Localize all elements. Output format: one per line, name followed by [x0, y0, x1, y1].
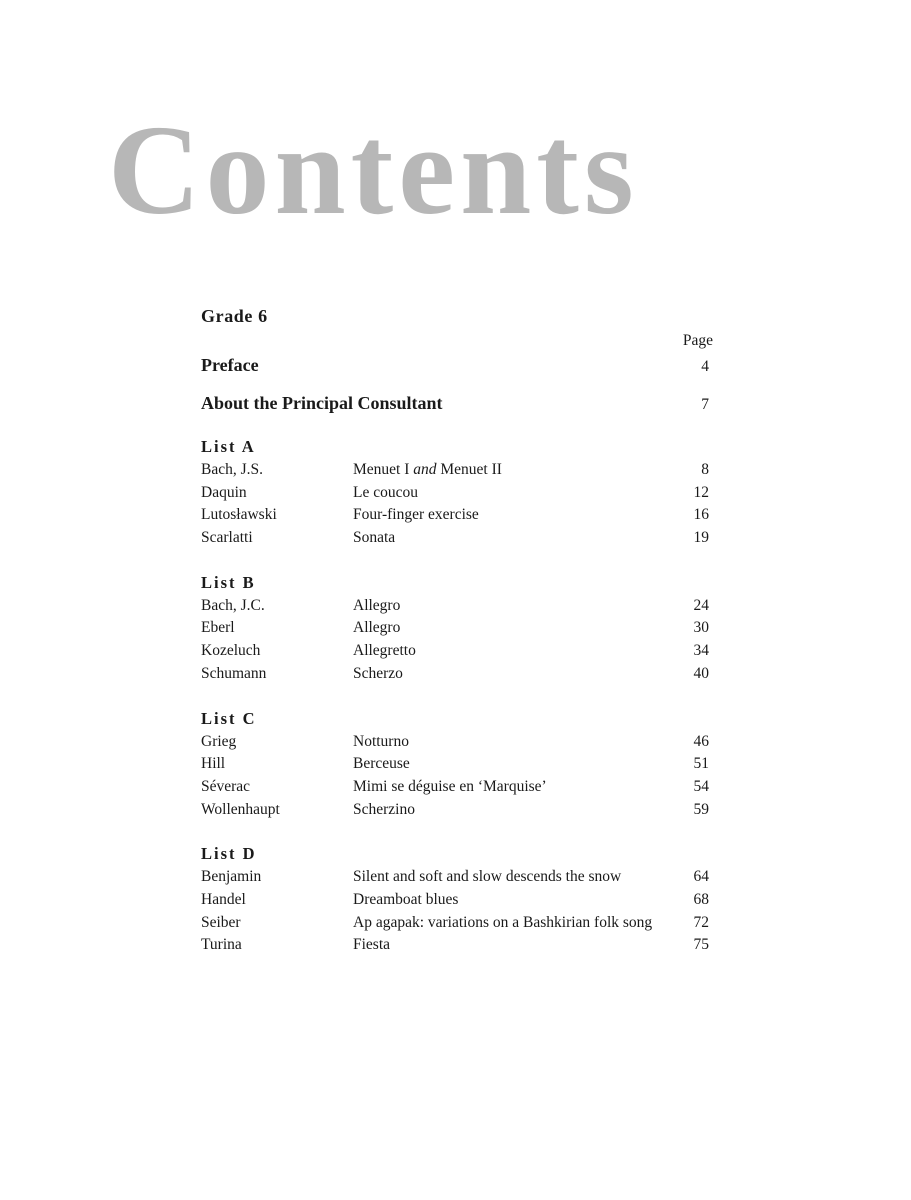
toc-entry[interactable]	[201, 459, 713, 482]
composer-name: Scarlatti	[201, 529, 253, 547]
entry-page-number: 7	[701, 396, 709, 413]
piece-title: Allegretto	[353, 642, 416, 660]
entry-page-number: 54	[693, 777, 709, 795]
toc-entry[interactable]	[201, 753, 713, 776]
composer-name: Daquin	[201, 483, 247, 501]
piece-title: Scherzino	[353, 800, 415, 818]
entry-page-number: 40	[693, 664, 709, 682]
composer-name: Handel	[201, 890, 246, 908]
composer-name: Bach, J.C.	[201, 596, 265, 614]
toc-entry[interactable]	[201, 934, 713, 957]
list-heading: List C	[201, 708, 257, 728]
list-heading: List B	[201, 572, 256, 592]
grade-heading: Grade 6	[201, 306, 268, 326]
composer-name: Eberl	[201, 619, 235, 637]
entry-page-number: 59	[693, 800, 709, 818]
toc-entry[interactable]	[201, 504, 713, 527]
page-column-label: Page	[682, 332, 713, 349]
composer-name: Lutosławski	[201, 506, 277, 524]
toc-entry[interactable]	[201, 640, 713, 663]
piece-title: Silent and soft and slow descends the snow	[353, 868, 622, 886]
entry-page-number: 46	[693, 732, 709, 750]
toc-entry[interactable]	[201, 866, 713, 889]
entry-page-number: 34	[693, 642, 709, 660]
list-d-section	[201, 842, 713, 957]
toc-entry-about-consultant[interactable]	[201, 384, 713, 422]
list-b-section	[201, 571, 713, 686]
toc-entry-preface[interactable]	[201, 346, 713, 384]
piece-title: Sonata	[353, 529, 396, 547]
list-a-section	[201, 435, 713, 550]
composer-name: Seiber	[201, 913, 241, 931]
composer-name: Séverac	[201, 777, 251, 795]
piece-title: Menuet I and Menuet II	[353, 461, 502, 478]
toc-entry[interactable]	[201, 799, 713, 822]
toc-entry[interactable]	[201, 912, 713, 935]
entry-page-number: 30	[693, 619, 709, 637]
entry-page-number: 24	[693, 596, 709, 614]
entry-page-number: 19	[693, 529, 709, 547]
toc-entry[interactable]	[201, 731, 713, 754]
piece-title: Four-finger exercise	[353, 506, 479, 524]
piece-title: Berceuse	[353, 755, 410, 773]
composer-name: Wollenhaupt	[201, 800, 280, 818]
piece-title: Allegro	[353, 619, 401, 637]
entry-page-number: 51	[693, 755, 709, 773]
italic-and: and	[413, 461, 437, 478]
composer-name: Bach, J.S.	[201, 461, 263, 478]
composer-name: Schumann	[201, 664, 267, 682]
list-heading: List A	[201, 437, 256, 456]
composer-name: Hill	[201, 755, 226, 773]
list-heading: List D	[201, 844, 257, 864]
composer-name: Kozeluch	[201, 642, 261, 660]
entry-page-number: 68	[693, 890, 709, 908]
piece-title: Fiesta	[353, 936, 391, 954]
table-of-contents	[201, 304, 713, 957]
piece-title: Le coucou	[353, 483, 418, 501]
toc-entry[interactable]	[201, 527, 713, 550]
composer-name: Turina	[201, 936, 242, 954]
entry-label: Preface	[201, 355, 259, 375]
toc-entry[interactable]	[201, 617, 713, 640]
toc-entry[interactable]	[201, 482, 713, 505]
composer-name: Benjamin	[201, 868, 262, 886]
list-c-section	[201, 707, 713, 822]
entry-page-number: 4	[701, 358, 709, 375]
toc-entry[interactable]	[201, 595, 713, 618]
piece-title: Allegro	[353, 596, 401, 614]
piece-title: Dreamboat blues	[353, 890, 459, 908]
composer-name: Grieg	[201, 732, 237, 750]
entry-page-number: 12	[693, 483, 709, 501]
piece-title: Notturno	[353, 732, 409, 750]
toc-entry[interactable]	[201, 776, 713, 799]
page-title: Contents	[108, 99, 639, 241]
entry-label: About the Principal Consultant	[201, 393, 443, 413]
toc-entry[interactable]	[201, 663, 713, 686]
toc-entry[interactable]	[201, 889, 713, 912]
entry-page-number: 16	[693, 506, 709, 524]
piece-title: Scherzo	[353, 664, 403, 682]
entry-page-number: 72	[693, 913, 709, 931]
entry-page-number: 64	[693, 868, 709, 886]
entry-page-number: 8	[701, 461, 709, 478]
piece-title: Mimi se déguise en ‘Marquise’	[353, 777, 547, 795]
piece-title: Ap agapak: variations on a Bashkirian folk song	[353, 913, 653, 931]
entry-page-number: 75	[693, 936, 709, 954]
